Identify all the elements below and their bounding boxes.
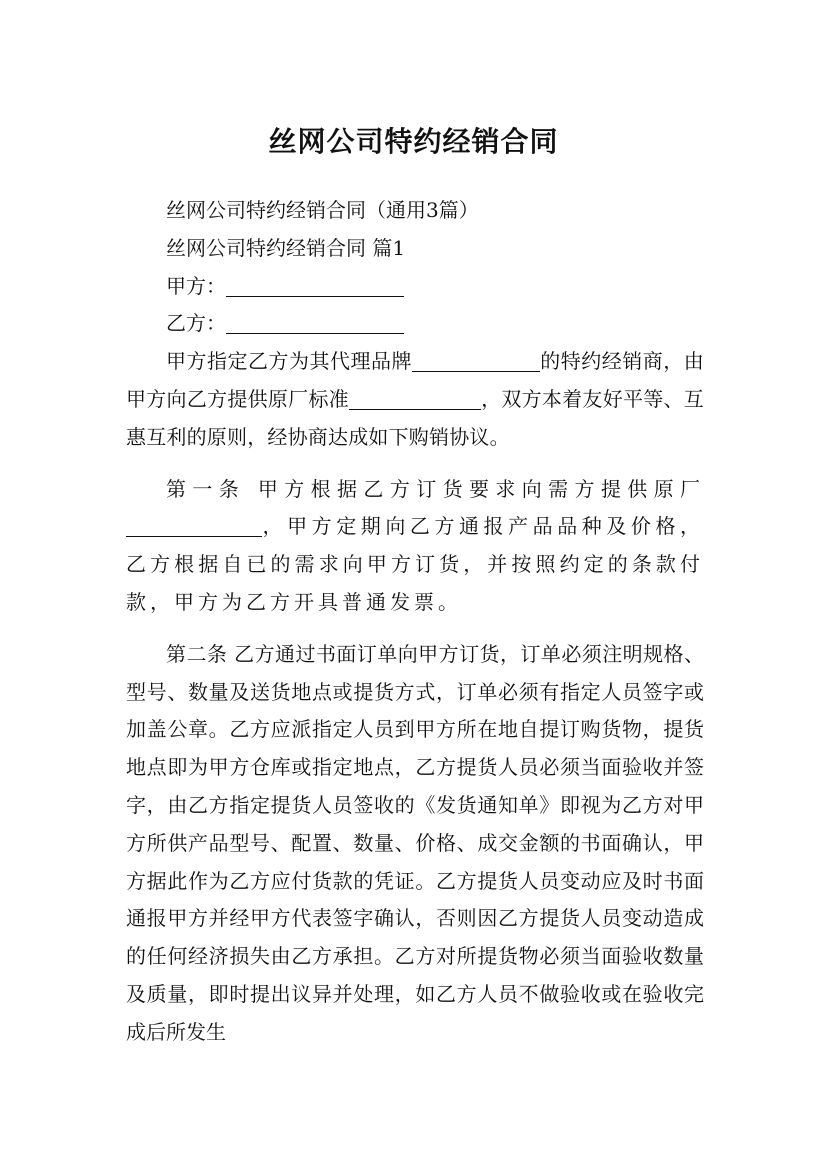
article-1-paragraph xyxy=(126,471,704,622)
article-2-text: 乙方通过书面订单向甲方订货，订单必须注明规格、型号、数量及送货地点或提货方式，订单必须有指定人员签字或加盖公章。乙方应派指定人员到甲方所在地自提订购货物，提货地点即为甲方仓库或指定地点，乙方提货人员必须当面验收并签字，由乙方指定提货人员签收的《发货通知单》即视为乙方对甲方所供产品型号、配置、数量、价格、成交金额的书面确认，甲方据此作为乙方应付货款的凭证。乙方提货人员变动应及时书面通报甲方并经甲方代表签字确认，否则因乙方提货人员变动造成的任何经济损失由乙方承担。乙方对所提货物必须当面验收数量及质量，即时提出议异并处理，如乙方人员不做验收或在验收完成后所发生 xyxy=(126,641,705,1044)
party-b-line xyxy=(126,305,704,343)
intro-text-3: ，双方本着友好平等、互惠互利的原则，经协商达成如下购销协议。 xyxy=(126,386,704,449)
article-1-text-2: ，甲方定期向乙方通报产品品种及价格，乙方根据自已的需求向甲方订货，并按照约定的条款付款，甲方为乙方开具普通发票。 xyxy=(126,514,704,614)
part-title: 丝网公司特约经销合同 篇1 xyxy=(166,235,406,260)
brand-blank xyxy=(412,351,540,372)
paragraph-gap xyxy=(126,457,704,471)
article-1-text-1: 甲方根据乙方订货要求向需方提供原厂 xyxy=(257,476,705,501)
party-b-label: 乙方： xyxy=(166,311,226,336)
intro-text-1: 甲方指定乙方为其代理品牌 xyxy=(166,349,412,374)
party-a-label: 甲方： xyxy=(166,273,226,298)
document-subtitle: 丝网公司特约经销合同（通用3篇） xyxy=(166,198,479,222)
party-a-blank xyxy=(226,276,404,297)
paragraph-gap xyxy=(126,622,704,636)
standard-blank xyxy=(349,389,481,410)
document-body xyxy=(126,192,704,1052)
intro-paragraph xyxy=(126,343,704,456)
party-b-blank xyxy=(226,313,404,334)
article-2-heading: 第二条 xyxy=(166,641,228,666)
document-title: 丝网公司特约经销合同 xyxy=(268,124,559,158)
article-1-blank xyxy=(126,516,262,537)
article-2-paragraph xyxy=(126,636,704,1052)
intro-text-2: 的特约经销商，由甲方向乙方提供原厂标准 xyxy=(126,349,704,411)
article-1-heading: 第一条 xyxy=(166,476,246,501)
party-a-line xyxy=(126,268,704,306)
